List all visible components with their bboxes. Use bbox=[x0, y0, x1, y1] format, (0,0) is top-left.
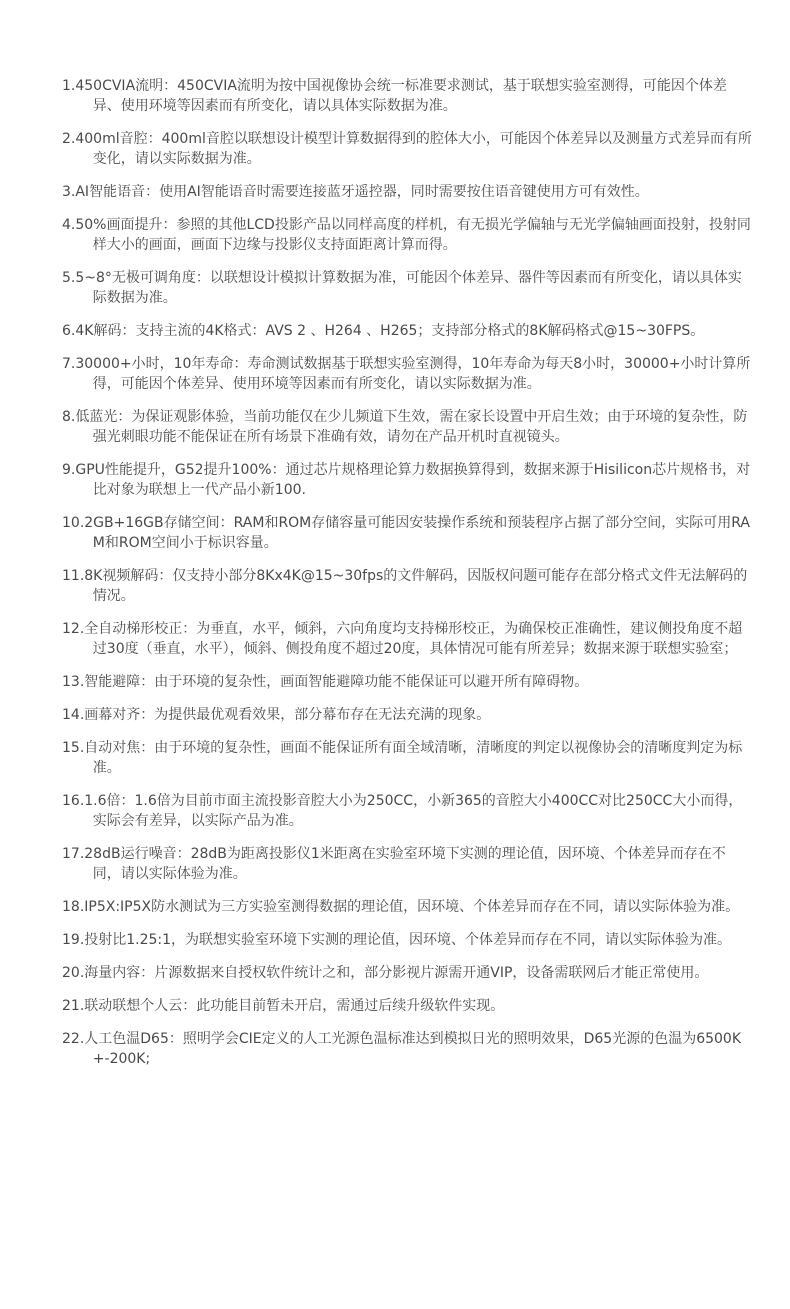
footnote-number: 11. bbox=[62, 568, 85, 584]
footnote-item bbox=[62, 460, 752, 500]
footnote-text: 人工色温D65：照明学会CIE定义的人工光源色温标准达到模拟日光的照明效果，D65光源的色温为6500K+-200K; bbox=[84, 1031, 742, 1067]
footnote-number: 4. bbox=[62, 217, 76, 233]
footnote-item bbox=[62, 76, 752, 116]
footnote-text: GPU性能提升，G52提升100%：通过芯片规格理论算力数据换算得到，数据来源于Hisilicon芯片规格书，对比对象为联想上一代产品小新100. bbox=[75, 462, 751, 498]
footnote-text: 投射比1.25:1，为联想实验室环境下实测的理论值，因环境、个体差异而存在不同，请以实际体验为准。 bbox=[84, 932, 732, 948]
footnote-number: 10. bbox=[62, 515, 85, 531]
footnote-item bbox=[62, 791, 752, 831]
footnote-item bbox=[62, 930, 752, 950]
footnote-text: 1.6倍：1.6倍为目前市面主流投影音腔大小为250CC，小新365的音腔大小400CC对比250CC大小而得，实际会有差异，以实际产品为准。 bbox=[84, 793, 743, 829]
footnote-item bbox=[62, 513, 752, 553]
footnote-text: 30000+小时，10年寿命：寿命测试数据基于联想实验室测得，10年寿命为每天8小时，30000+小时计算所得，可能因个体差异、使用环境等因素而有所变化，请以实际数据为准。 bbox=[75, 356, 751, 392]
footnote-number: 7. bbox=[62, 356, 76, 372]
footnote-item bbox=[62, 963, 752, 983]
footnote-text: 低蓝光：为保证观影体验，当前功能仅在少儿频道下生效，需在家长设置中开启生效；由于环境的复杂性，防强光刺眼功能不能保证在所有场景下准确有效，请勿在产品开机时直视镜头。 bbox=[75, 409, 748, 445]
footnote-number: 1. bbox=[62, 78, 76, 94]
footnote-item bbox=[62, 996, 752, 1016]
footnote-number: 21. bbox=[62, 998, 85, 1014]
footnote-number: 17. bbox=[62, 846, 85, 862]
footnote-item bbox=[62, 129, 752, 169]
footnote-text: IP5X:IP5X防水测试为三方实验室测得数据的理论值，因环境、个体差异而存在不同，请以实际体验为准。 bbox=[84, 899, 740, 915]
footnote-number: 12. bbox=[62, 621, 85, 637]
footnote-number: 19. bbox=[62, 932, 85, 948]
footnote-item bbox=[62, 268, 752, 308]
footnote-number: 9. bbox=[62, 462, 76, 478]
footnote-item bbox=[62, 738, 752, 778]
footnote-text: 自动对焦：由于环境的复杂性，画面不能保证所有面全域清晰，清晰度的判定以视像协会的清晰度判定为标准。 bbox=[84, 740, 743, 776]
footnote-text: 28dB运行噪音：28dB为距离投影仪1米距离在实验室环境下实测的理论值，因环境、个体差异而存在不同，请以实际体验为准。 bbox=[84, 846, 726, 882]
footnote-text: AI智能语音：使用AI智能语音时需要连接蓝牙遥控器，同时需要按住语音键使用方可有效性。 bbox=[75, 184, 649, 200]
footnote-item bbox=[62, 566, 752, 606]
footnote-text: 全自动梯形校正：为垂直，水平，倾斜，六向角度均支持梯形校正，为确保校正准确性，建议侧投角度不超过30度（垂直，水平），倾斜、侧投角度不超过20度，具体情况可能有所差异；数据来源于联想实验室； bbox=[84, 621, 743, 657]
footnote-number: 14. bbox=[62, 707, 85, 723]
footnotes-list bbox=[62, 76, 752, 1082]
footnote-number: 3. bbox=[62, 184, 76, 200]
footnote-number: 13. bbox=[62, 674, 85, 690]
footnote-item bbox=[62, 672, 752, 692]
footnote-text: 400ml音腔：400ml音腔以联想设计模型计算数据得到的腔体大小，可能因个体差异以及测量方式差异而有所变化，请以实际数据为准。 bbox=[75, 131, 752, 167]
footnote-text: 海量内容：片源数据来自授权软件统计之和，部分影视片源需开通VIP，设备需联网后才能正常使用。 bbox=[84, 965, 709, 981]
footnote-text: 联动联想个人云：此功能目前暂未开启，需通过后续升级软件实现。 bbox=[84, 998, 505, 1014]
footnote-text: 2GB+16GB存储空间：RAM和ROM存储容量可能因安装操作系统和预装程序占据了部分空间，实际可用RAM和ROM空间小于标识容量。 bbox=[84, 515, 751, 551]
footnote-text: 4K解码：支持主流的4K格式：AVS 2 、H264 、H265；支持部分格式的8K解码格式@15~30FPS。 bbox=[75, 323, 705, 339]
footnote-number: 5. bbox=[62, 270, 76, 286]
footnote-number: 6. bbox=[62, 323, 76, 339]
footnote-item bbox=[62, 705, 752, 725]
footnote-item bbox=[62, 897, 752, 917]
footnote-number: 16. bbox=[62, 793, 85, 809]
footnote-text: 50%画面提升：参照的其他LCD投影产品以同样高度的样机，有无损光学偏轴与无光学偏轴画面投射，投射同样大小的画面，画面下边缘与投影仪支持面距离计算而得。 bbox=[75, 217, 751, 253]
footnote-number: 8. bbox=[62, 409, 76, 425]
footnote-number: 2. bbox=[62, 131, 76, 147]
footnote-text: 450CVIA流明：450CVIA流明为按中国视像协会统一标准要求测试，基于联想实验室测得，可能因个体差异、使用环境等因素而有所变化，请以具体实际数据为准。 bbox=[75, 78, 727, 114]
footnote-number: 15. bbox=[62, 740, 85, 756]
footnote-item bbox=[62, 321, 752, 341]
footnote-item bbox=[62, 619, 752, 659]
footnote-item bbox=[62, 354, 752, 394]
footnote-text: 智能避障：由于环境的复杂性，画面智能避障功能不能保证可以避开所有障碍物。 bbox=[84, 674, 589, 690]
footnote-item bbox=[62, 844, 752, 884]
footnote-item bbox=[62, 182, 752, 202]
footnote-item bbox=[62, 407, 752, 447]
footnote-item bbox=[62, 215, 752, 255]
footnote-item bbox=[62, 1029, 752, 1069]
footnote-text: 5~8°无极可调角度：以联想设计模拟计算数据为准，可能因个体差异、器件等因素而有所变化，请以具体实际数据为准。 bbox=[75, 270, 742, 306]
footnote-number: 18. bbox=[62, 899, 85, 915]
footnote-text: 8K视频解码：仅支持小部分8Kx4K@15~30fps的文件解码，因版权问题可能存在部分格式文件无法解码的情况。 bbox=[84, 568, 748, 604]
footnote-text: 画幕对齐：为提供最优观看效果，部分幕布存在无法充满的现象。 bbox=[84, 707, 491, 723]
footnote-number: 22. bbox=[62, 1031, 85, 1047]
footnote-number: 20. bbox=[62, 965, 85, 981]
